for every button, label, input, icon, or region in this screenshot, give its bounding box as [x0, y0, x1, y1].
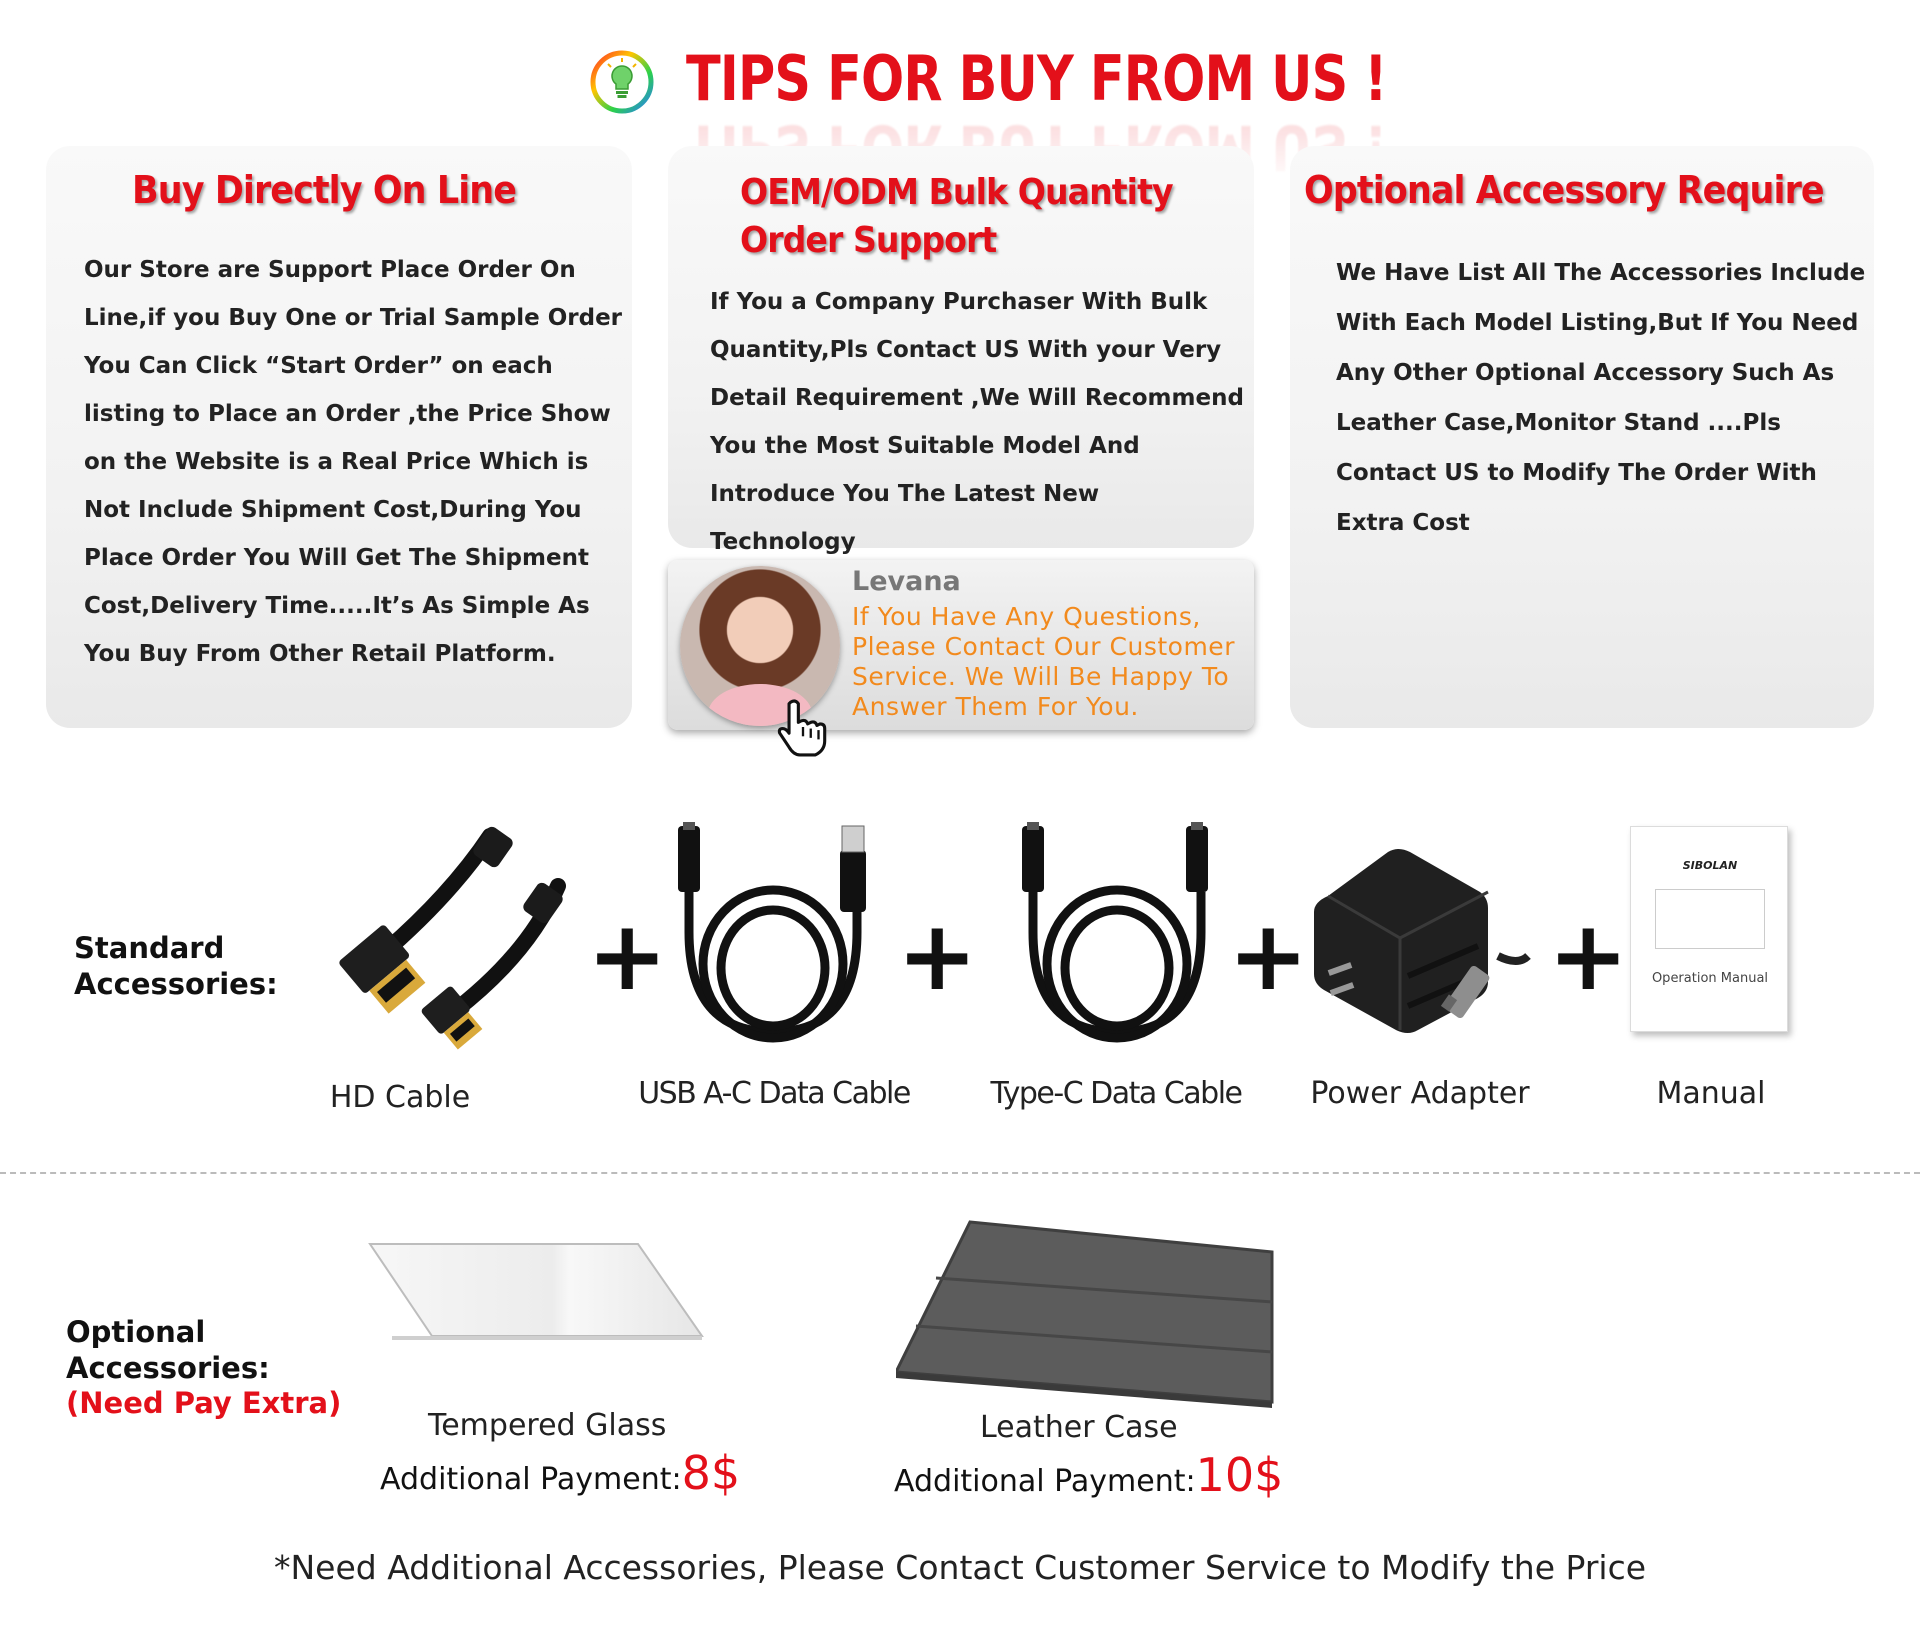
payment-label: Additional Payment:: [894, 1464, 1196, 1499]
accessory-name-type-c-cable: Type-C Data Cable: [990, 1076, 1242, 1111]
type-c-cable-icon: [1012, 822, 1222, 1046]
contact-message: If You Have Any Questions, Please Contact Our Customer Service. We Will Be Happy To Answer Them For You.: [852, 602, 1235, 721]
manual-brand: SIBOLAN: [1682, 859, 1738, 872]
plus-sign-1: +: [587, 900, 668, 1012]
page-title-block: [590, 42, 1387, 152]
footer-note: *Need Additional Accessories, Please Contact Customer Service to Modify the Price: [273, 1548, 1647, 1587]
customer-service-contact[interactable]: [668, 560, 1254, 730]
plus-sign-4: +: [1548, 900, 1629, 1012]
buy-online-heading: Buy Directly On Line: [132, 168, 517, 212]
manual-caption: Operation Manual: [1651, 971, 1769, 986]
oem-odm-heading-line2: Order Support: [740, 220, 997, 261]
manual-icon: [1630, 826, 1788, 1032]
standard-accessories-label: Standard Accessories:: [74, 931, 278, 1001]
hdmi-cable-icon: [330, 826, 570, 1058]
optional-accessories-label: Optional Accessories:: [66, 1315, 270, 1385]
accessory-name-usb-cable: USB A-C Data Cable: [638, 1076, 910, 1111]
lightbulb-icon: [590, 50, 654, 114]
usb-cable-icon: [668, 822, 878, 1046]
buy-online-card: [46, 146, 632, 728]
oem-odm-card: [668, 146, 1254, 555]
price-leather-case: 10$: [1195, 1448, 1284, 1502]
buy-online-text: Our Store are Support Place Order On Line,if you Buy One or Trial Sample Order You Can Click “Start Order” on each listing to Place an Order ,the Price Show on the Website is a Real Price Which is Not Include Shipment Cost,During You Place Order You Will Get The Shipment Cost,Delivery Time.....It’s As Simple As You Buy From Other Retail Platform.: [84, 257, 623, 667]
oem-odm-heading-line1: OEM/ODM Bulk Quantity: [740, 172, 1173, 213]
hand-cursor-icon: [772, 696, 834, 758]
accessory-name-manual: Manual: [1656, 1076, 1766, 1111]
payment-leather-case: [894, 1448, 1283, 1502]
need-pay-extra-note: (Need Pay Extra): [66, 1386, 342, 1420]
optional-name-leather-case: Leather Case: [980, 1410, 1178, 1445]
payment-label: Additional Payment:: [380, 1462, 682, 1497]
leather-case-icon: [896, 1218, 1276, 1408]
payment-tempered-glass: [380, 1446, 740, 1500]
optional-name-tempered-glass: Tempered Glass: [428, 1408, 667, 1443]
section-divider: [0, 1172, 1920, 1174]
optional-accessory-heading: Optional Accessory Require: [1304, 168, 1824, 212]
plus-sign-2: +: [897, 900, 978, 1012]
oem-odm-text: If You a Company Purchaser With Bulk Quantity,Pls Contact US With your Very Detail Requirement ,We Will Recommend You the Most Suitable Model And Introduce You The Latest New Technology: [710, 289, 1244, 555]
plus-sign-3: +: [1228, 900, 1309, 1012]
optional-accessory-card: [1290, 146, 1874, 728]
power-adapter-icon: [1308, 846, 1534, 1036]
accessory-name-power-adapter: Power Adapter: [1310, 1076, 1530, 1111]
tempered-glass-icon: [366, 1242, 706, 1342]
optional-accessory-text: We Have List All The Accessories Include With Each Model Listing,But If You Need Any Other Optional Accessory Such As Leather Case,Monitor Stand ....Pls Contact US to Modify The Order With Extra Cost: [1336, 260, 1866, 536]
page-title: TIPS FOR BUY FROM US !: [686, 42, 1387, 115]
contact-name: Levana: [852, 566, 961, 597]
price-tempered-glass: 8$: [681, 1446, 741, 1500]
accessory-name-hd-cable: HD Cable: [329, 1080, 471, 1115]
